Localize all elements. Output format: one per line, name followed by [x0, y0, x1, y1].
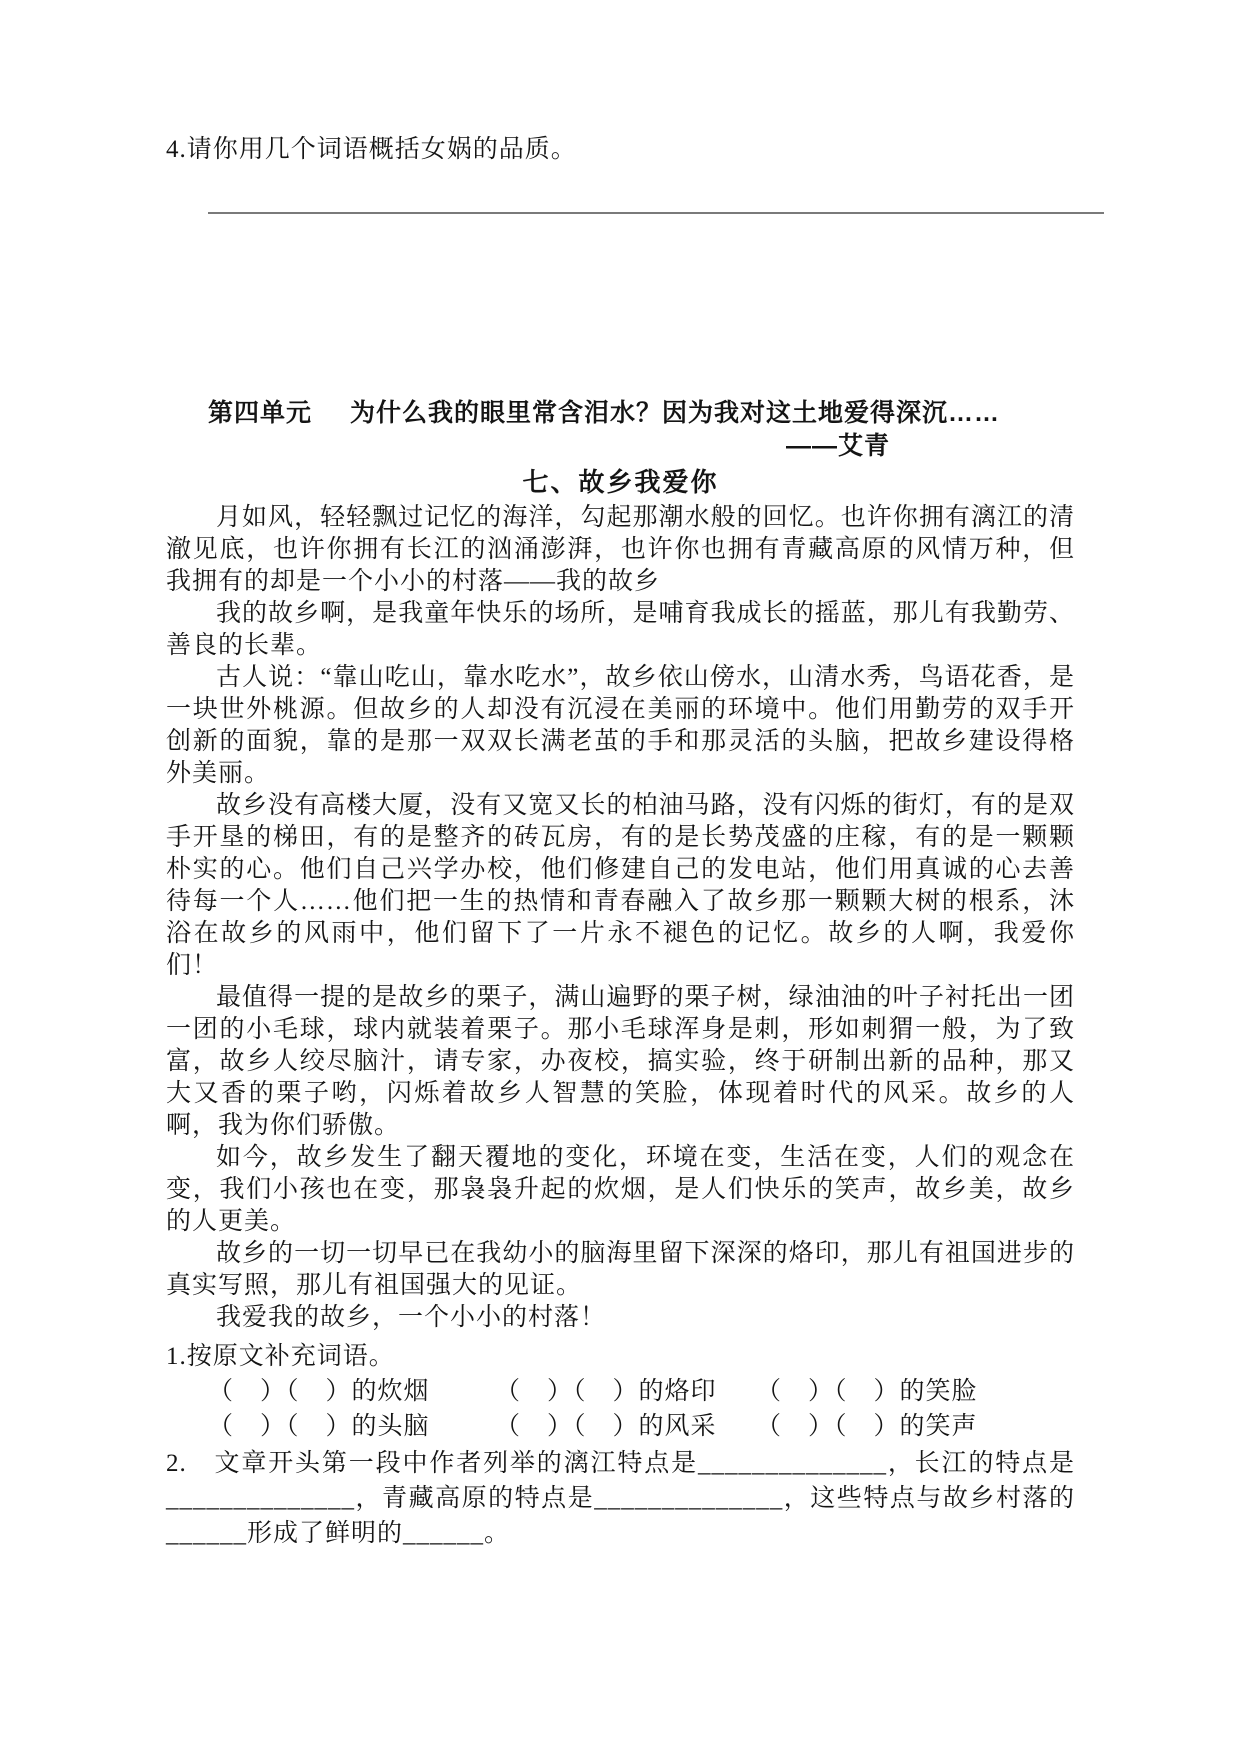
essay-paragraph-3: 古人说：“靠山吃山，靠水吃水”，故乡依山傍水，山清水秀，鸟语花香，是一块世外桃源。但故乡的人却没有沉浸在美丽的环境中。他们用勤劳的双手开创新的面貌，靠的是那一双双长满老茧的手和那灵活的头脑，把故乡建设得格外美丽。 [166, 664, 1075, 787]
essay-paragraph-6: 如今，故乡发生了翻天覆地的变化，环境在变，生活在变，人们的观念在变，我们小孩也在变，那袅袅升起的炊烟，是人们快乐的笑声，故乡美，故乡的人更美。 [166, 1144, 1075, 1235]
essay-body [166, 502, 1075, 1334]
question-4-text: 4.请你用几个词语概括女娲的品质。 [166, 136, 577, 163]
essay-title: 七、故乡我爱你 [522, 467, 719, 497]
essay-paragraph-1: 月如风，轻轻飘过记忆的海洋，勾起那潮水般的回忆。也许你拥有漓江的清澈见底，也许你拥有长江的汹涌澎湃，也许你也拥有青藏高原的风情万种，但我拥有的却是一个小小的村落——我的故乡 [166, 504, 1075, 595]
quote-author: ——艾青 [785, 432, 890, 460]
question-1-blanks-row-2: （ ）（ ）的头脑 （ ）（ ）的风采 （ ）（ ）的笑声 [208, 1413, 978, 1440]
essay-paragraph-8: 我爱我的故乡，一个小小的村落！ [216, 1304, 607, 1331]
question-1-blanks-row-1: （ ）（ ）的炊烟 （ ）（ ）的烙印 （ ）（ ）的笑脸 [208, 1378, 978, 1405]
unit-quote: 为什么我的眼里常含泪水？因为我对这土地爱得深沉…… [349, 399, 1000, 427]
essay-paragraph-2: 我的故乡啊，是我童年快乐的场所，是哺育我成长的摇蓝，那儿有我勤劳、善良的长辈。 [166, 600, 1075, 659]
question-2-text: 2. 文章开头第一段中作者列举的漓江特点是______________，长江的特点是______________，青藏高原的特点是______________，这些特点与故乡村落的______形成了鲜明的______。 [166, 1450, 1075, 1547]
unit-label: 第四单元 [208, 399, 313, 427]
question-1-label: 1.按原文补充词语。 [166, 1343, 395, 1370]
unit-header [208, 397, 1075, 430]
essay-paragraph-5: 最值得一提的是故乡的栗子，满山遍野的栗子树，绿油油的叶子衬托出一团一团的小毛球，球内就装着栗子。那小毛球浑身是刺，形如刺猬一般，为了致富，故乡人绞尽脑汁，请专家，办夜校，搞实验，终于研制出新的品种，那又大又香的栗子哟，闪烁着故乡人智慧的笑脸，体现着时代的风采。故乡的人啊，我为你们骄傲。 [166, 984, 1075, 1139]
question-4-answer-line [208, 212, 1104, 214]
essay-paragraph-7: 故乡的一切一切早已在我幼小的脑海里留下深深的烙印，那儿有祖国进步的真实写照，那儿有祖国强大的见证。 [166, 1240, 1075, 1299]
essay-paragraph-4: 故乡没有高楼大厦，没有又宽又长的柏油马路，没有闪烁的街灯，有的是双手开垦的梯田，有的是整齐的砖瓦房，有的是长势茂盛的庄稼，有的是一颗颗朴实的心。他们自己兴学办校，他们修建自己的发电站，他们用真诚的心去善待每一个人……他们把一生的热情和青春融入了故乡那一颗颗大树的根系，沐浴在故乡的风雨中，他们留下了一片永不褪色的记忆。故乡的人啊，我爱你们！ [166, 792, 1075, 979]
